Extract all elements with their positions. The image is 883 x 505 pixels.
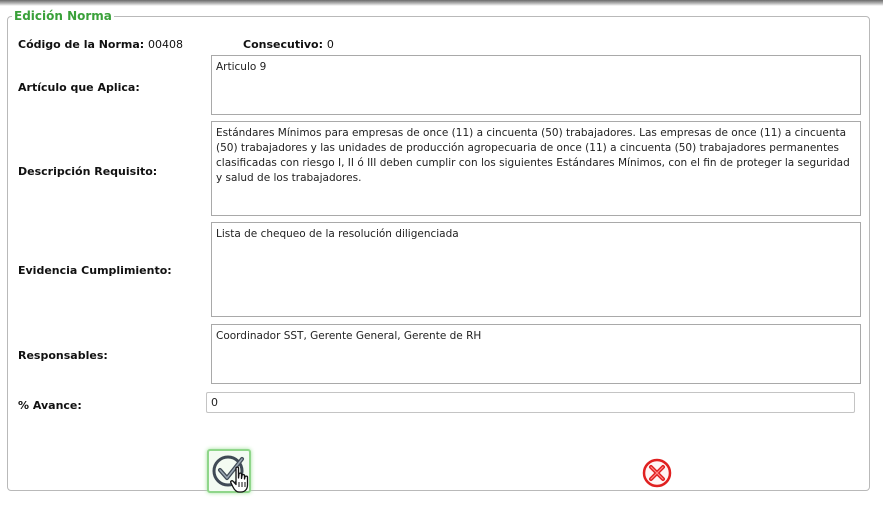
responsables-textarea[interactable]: Coordinador SST, Gerente General, Gerente de RH: [211, 324, 861, 384]
panel-legend: Edición Norma: [14, 9, 112, 23]
evidencia-textarea[interactable]: Lista de chequeo de la resolución diligenciada: [211, 222, 861, 317]
codigo-row: [18, 38, 183, 51]
window-top-edge: [0, 0, 883, 6]
descripcion-label: Descripción Requisito:: [18, 165, 158, 178]
codigo-value: 00408: [148, 38, 184, 51]
avance-input[interactable]: 0: [206, 392, 855, 413]
articulo-label: Artículo que Aplica:: [18, 81, 140, 94]
consecutivo-value: 0: [326, 38, 334, 51]
responsables-label: Responsables:: [18, 349, 108, 362]
codigo-label: Código de la Norma:: [18, 38, 145, 51]
descripcion-textarea[interactable]: Estándares Mínimos para empresas de once (11) a cincuenta (50) trabajadores. Las empresas de once (11) a cincuenta (50) trabajadores y las unidades de producción agropecuaria de once (11) a cincuenta (50) trabajadores permanentes clasificadas con riesgo I, II ó III deben cumplir con los siguientes Estándares Mínimos, con el fin de proteger la seguridad y salud de los trabajadores.: [211, 121, 861, 216]
avance-label: % Avance:: [18, 399, 82, 412]
hand-pointer-icon: [229, 466, 253, 494]
x-circle-icon: [640, 457, 674, 489]
cancel-button[interactable]: [640, 457, 674, 489]
evidencia-label: Evidencia Cumplimiento:: [18, 264, 172, 277]
consecutivo-label: Consecutivo:: [243, 38, 323, 51]
consecutivo-row: [243, 38, 334, 51]
articulo-textarea[interactable]: Articulo 9: [211, 55, 861, 115]
